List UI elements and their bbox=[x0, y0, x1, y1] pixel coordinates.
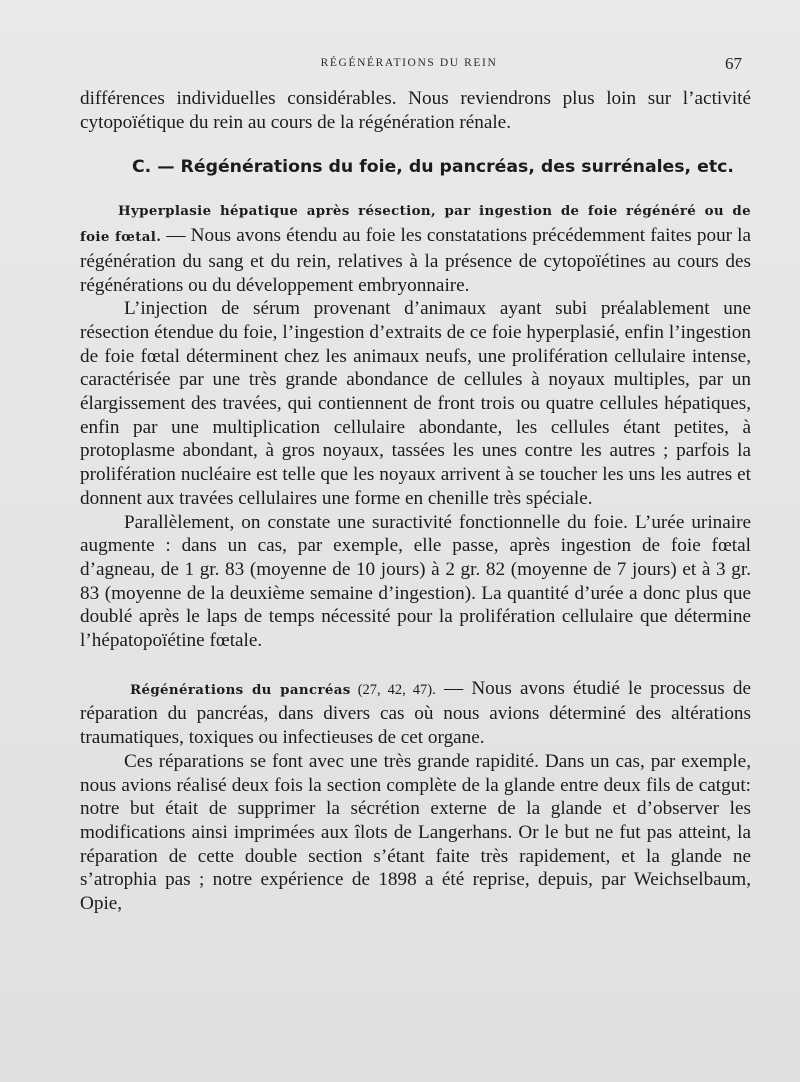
pancreas-subsection-title: Régénérations du pancréas bbox=[130, 681, 351, 698]
page-number: 67 bbox=[725, 54, 742, 73]
running-title: RÉGÉNÉRATIONS DU REIN bbox=[320, 57, 498, 69]
pancreas-references: (27, 42, 47). bbox=[350, 681, 436, 698]
liver-subsection-text: — Nous avons étendu au foie les constatations précédemment faites pour la régénération du sang et du rein, relatives à la présence de cytopoïétines au cours des régénérations ou du développement embryonnaire. bbox=[80, 225, 751, 296]
paragraph-functional-activity: Parallèlement, on constate une suractivité fonctionnelle du foie. L’urée urinaire augmente : dans un cas, par exemple, elle passe, après ingestion de foie fœtal d’agneau, de 1 gr. 83 (moyenne de 10 jours) à 2 gr. 82 (moyenne de 7 jours) et à 3 gr. 83 (moyenne de la deuxième semaine d’ingestion). La quantité d’urée a donc plus que doublé après le laps de temps nécessité pour la prolifération cellulaire que détermine l’hépatopoïétine fœtale. bbox=[80, 511, 751, 652]
body-text bbox=[80, 87, 751, 916]
paragraph-liver-hyperplasia bbox=[80, 198, 751, 297]
paragraph-pancreas-regeneration bbox=[80, 677, 751, 750]
liver-subsection-title: Hyperplasie hépatique après résection, par ingestion de foie régénéré ou de foie fœtal. bbox=[80, 203, 751, 246]
section-heading: C. — Régénérations du foie, du pancréas, des surrénales, etc. bbox=[132, 157, 734, 178]
paragraph-kidney-conclusion: différences individuelles considérables. Nous reviendrons plus loin sur l’activité cytopoïétique du rein au cours de la régénération rénale. bbox=[80, 88, 751, 133]
paragraph-serum-injection: L’injection de sérum provenant d’animaux ayant subi préalablement une résection étendue du foie, l’ingestion d’extraits de ce foie hyperplasié, enfin l’ingestion de foie fœtal déterminent chez les animaux neufs, une prolifération cellulaire intense, caractérisée par une très grande abondance de cellules à noyaux multiples, par un élargissement des travées, qui contiennent de front trois ou quatre cellules hépatiques, enfin par une multiplication cellulaire abondante, les cellules étant petites, à protoplasme abondant, à gros noyaux, tassées les unes contre les autres ; parfois la prolifération nucléaire est telle que les noyaux arrivent à se toucher les uns les autres et donnent aux travées cellulaires une forme en chenille très spéciale. bbox=[80, 298, 751, 509]
running-header bbox=[78, 55, 740, 75]
pancreas-subsection-text: — Nous avons étudié le processus de réparation du pancréas, dans divers cas où nous avions déterminé des altérations traumatiques, toxiques ou infectieuses de cet organe. bbox=[80, 677, 751, 749]
paragraph-rapid-repairs: Ces réparations se font avec une très grande rapidité. Dans un cas, par exemple, nous avions réalisé deux fois la section complète de la glande entre deux fils de catgut: notre but était de supprimer la sécrétion externe de la glande et d’observer les modifications ainsi imprimées aux îlots de Langerhans. Or le but ne fut pas atteint, la réparation de cette double section s’étant faite très rapidement, et la glande ne s’atrophia pas ; notre expérience de 1898 a été reprise, depuis, par Weichselbaum, Opie, bbox=[80, 750, 751, 915]
